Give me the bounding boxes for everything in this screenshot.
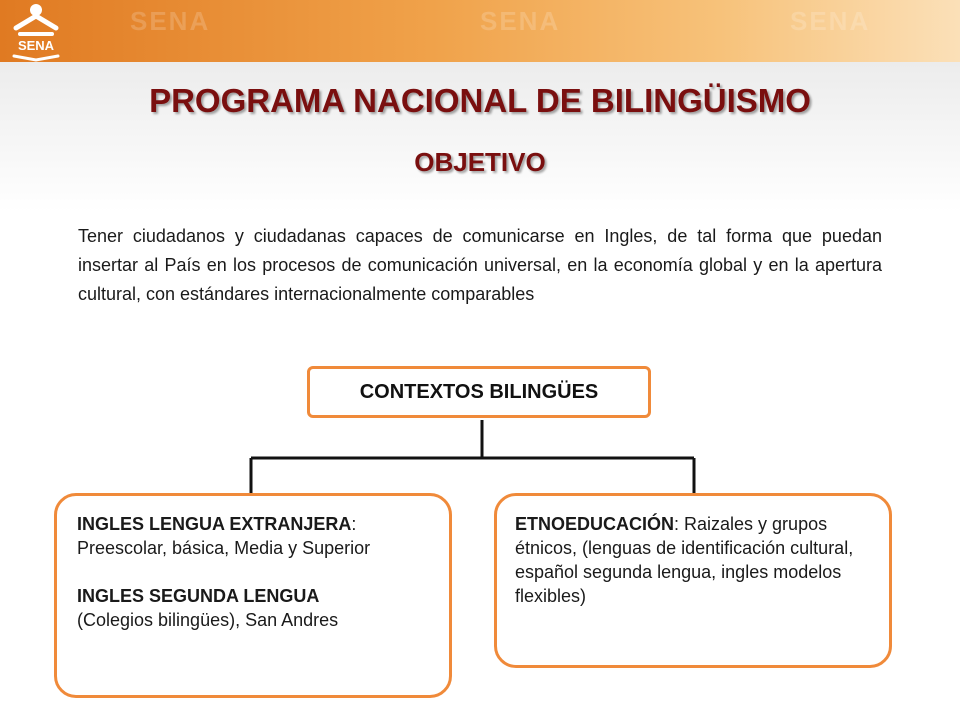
watermark-text: SENA	[480, 6, 561, 36]
foreign-language-label: INGLES LENGUA EXTRANJERA	[77, 514, 352, 534]
ethnoeducation-label: ETNOEDUCACIÓN	[515, 514, 675, 534]
page-title: PROGRAMA NACIONAL DE BILINGÜISMO	[149, 82, 811, 119]
second-language-label: INGLES SEGUNDA LENGUA	[77, 586, 320, 606]
ethnoeducation-item	[515, 512, 875, 608]
second-language-text: (Colegios bilingües), San Andres	[77, 610, 339, 630]
foreign-language-text: : Preescolar, básica, Media y Superior	[77, 514, 371, 558]
foreign-language-item	[77, 512, 435, 560]
watermark-text: SENA	[790, 6, 871, 36]
objective-paragraph: Tener ciudadanos y ciudadanas capaces de comunicarse en Ingles, de tal forma que puedan insertar al País en los procesos de comunicación universal, en la economía global y en la apertura cultural, con estándares internacionalmente comparables	[78, 226, 882, 304]
section-subtitle: OBJETIVO	[414, 147, 546, 177]
contexts-root-label: CONTEXTOS BILINGÜES	[359, 380, 599, 403]
second-language-item	[77, 584, 435, 632]
ethnoeducation-card	[494, 493, 892, 668]
contexts-root-box	[307, 366, 651, 418]
watermark-text: SENA	[130, 6, 211, 36]
english-contexts-card	[54, 493, 452, 698]
ethnoeducation-text: : Raizales y grupos étnicos, (lenguas de identificación cultural, español segunda lengua, ingles modelos flexibles)	[515, 514, 854, 606]
logo-text: SENA	[17, 38, 55, 53]
